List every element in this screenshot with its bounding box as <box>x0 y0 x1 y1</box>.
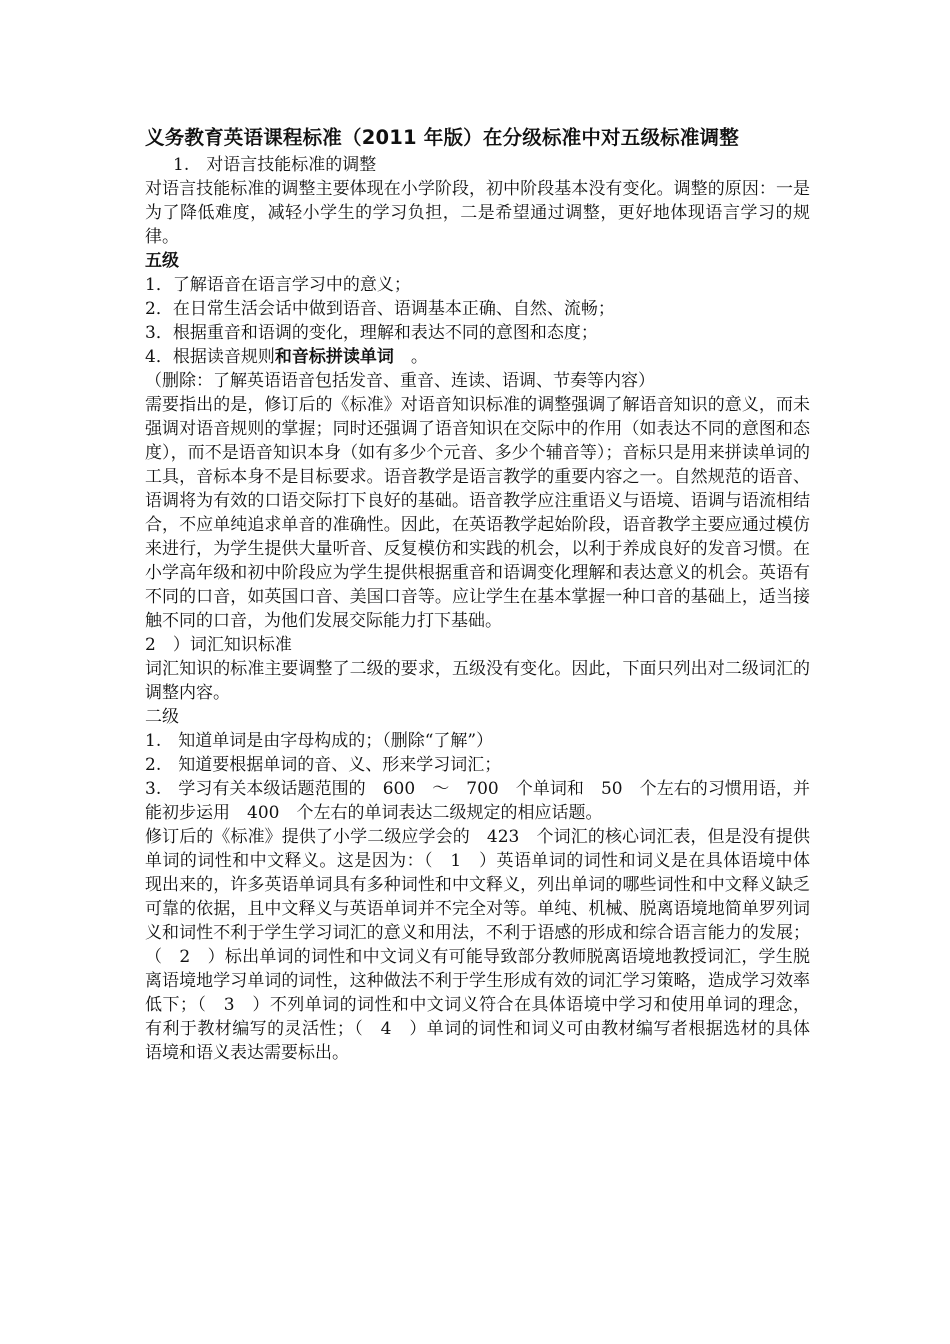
level2-item-3: 3. 学习有关本级话题范围的 600 ～ 700 个单词和 50 个左右的习惯用语，并能初步运用 400 个左右的单词表达二级规定的相应话题。 <box>145 779 810 823</box>
level2-item-2: 2. 知道要根据单词的音、义、形来学习词汇； <box>145 755 502 775</box>
level5-item-1: 1．了解语音在语言学习中的意义； <box>145 275 411 295</box>
level2-item-1: 1. 知道单词是由字母构成的；（删除“了解”） <box>145 731 494 751</box>
level5-item-3: 3．根据重音和语调的变化，理解和表达不同的意图和态度； <box>145 323 598 343</box>
document-page <box>145 123 810 1065</box>
section1-heading: 1. 对语言技能标准的调整 <box>173 155 377 175</box>
vocab-paragraph: 修订后的《标准》提供了小学二级应学会的 423 个词汇的核心词汇表，但是没有提供单词的词性和中文释义。这是因为：（ 1 ）英语单词的词性和词义是在具体语境中体现出来的，许多英语单词具有多种词性和中文释义，列出单词的哪些词性和中文释义缺乏可靠的依据，且中文释义与英语单词并不完全对等。单纯、机械、脱离语境地简单罗列词义和词性不利于学生学习词汇的意义和用法，不利于语感的形成和综合语言能力的发展；（ 2 ）标出单词的词性和中文词义有可能导致部分教师脱离语境地教授词汇，学生脱离语境地学习单词的词性，这种做法不利于学生形成有效的词汇学习策略，造成学习效率低下；（ 3 ）不列单词的词性和中文词义符合在具体语境中学习和使用单词的理念，有利于教材编写的灵活性；（ 4 ）单词的词性和词义可由教材编写者根据选材的具体语境和语义表达需要标出。 <box>145 827 810 1063</box>
section2-intro: 词汇知识的标准主要调整了二级的要求，五级没有变化。因此，下面只列出对二级词汇的调整内容。 <box>145 659 810 703</box>
level5-item-4 <box>145 345 810 369</box>
deleted-note: （删除：了解英语语音包括发音、重音、连读、语调、节奏等内容） <box>145 371 655 391</box>
level5-item-2: 2．在日常生活会话中做到语音、语调基本正确、自然、流畅； <box>145 299 615 319</box>
section2-heading: 2 ）词汇知识标准 <box>145 635 292 655</box>
document-title: 义务教育英语课程标准（2011 年版）在分级标准中对五级标准调整 <box>145 126 739 149</box>
section1-intro: 对语言技能标准的调整主要体现在小学阶段，初中阶段基本没有变化。调整的原因：一是为了降低难度，减轻小学生的学习负担，二是希望通过调整，更好地体现语言学习的规律。 <box>145 179 810 247</box>
level5-item-4-bold: 和音标拼读单词 <box>274 347 394 367</box>
level2-label: 二级 <box>145 707 179 727</box>
level5-item-4-suffix: 。 <box>393 347 428 367</box>
level5-label: 五级 <box>145 251 179 271</box>
level5-item-4-prefix: 4．根据读音规则 <box>145 347 275 367</box>
phonetics-paragraph: 需要指出的是，修订后的《标准》对语音知识标准的调整强调了解语音知识的意义，而未强调对语音规则的掌握；同时还强调了语音知识在交际中的作用（如表达不同的意图和态度），而不是语音知识本身（如有多少个元音、多少个辅音等）；音标只是用来拼读单词的工具，音标本身不是目标要求。语音教学是语言教学的重要内容之一。自然规范的语音、语调将为有效的口语交际打下良好的基础。语音教学应注重语义与语境、语调与语流相结合，不应单纯追求单音的准确性。因此，在英语教学起始阶段，语音教学主要应通过模仿来进行，为学生提供大量听音、反复模仿和实践的机会，以利于养成良好的发音习惯。在小学高年级和初中阶段应为学生提供根据重音和语调变化理解和表达意义的机会。英语有不同的口音，如英国口音、美国口音等。应让学生在基本掌握一种口音的基础上，适当接触不同的口音，为他们发展交际能力打下基础。 <box>145 395 810 631</box>
